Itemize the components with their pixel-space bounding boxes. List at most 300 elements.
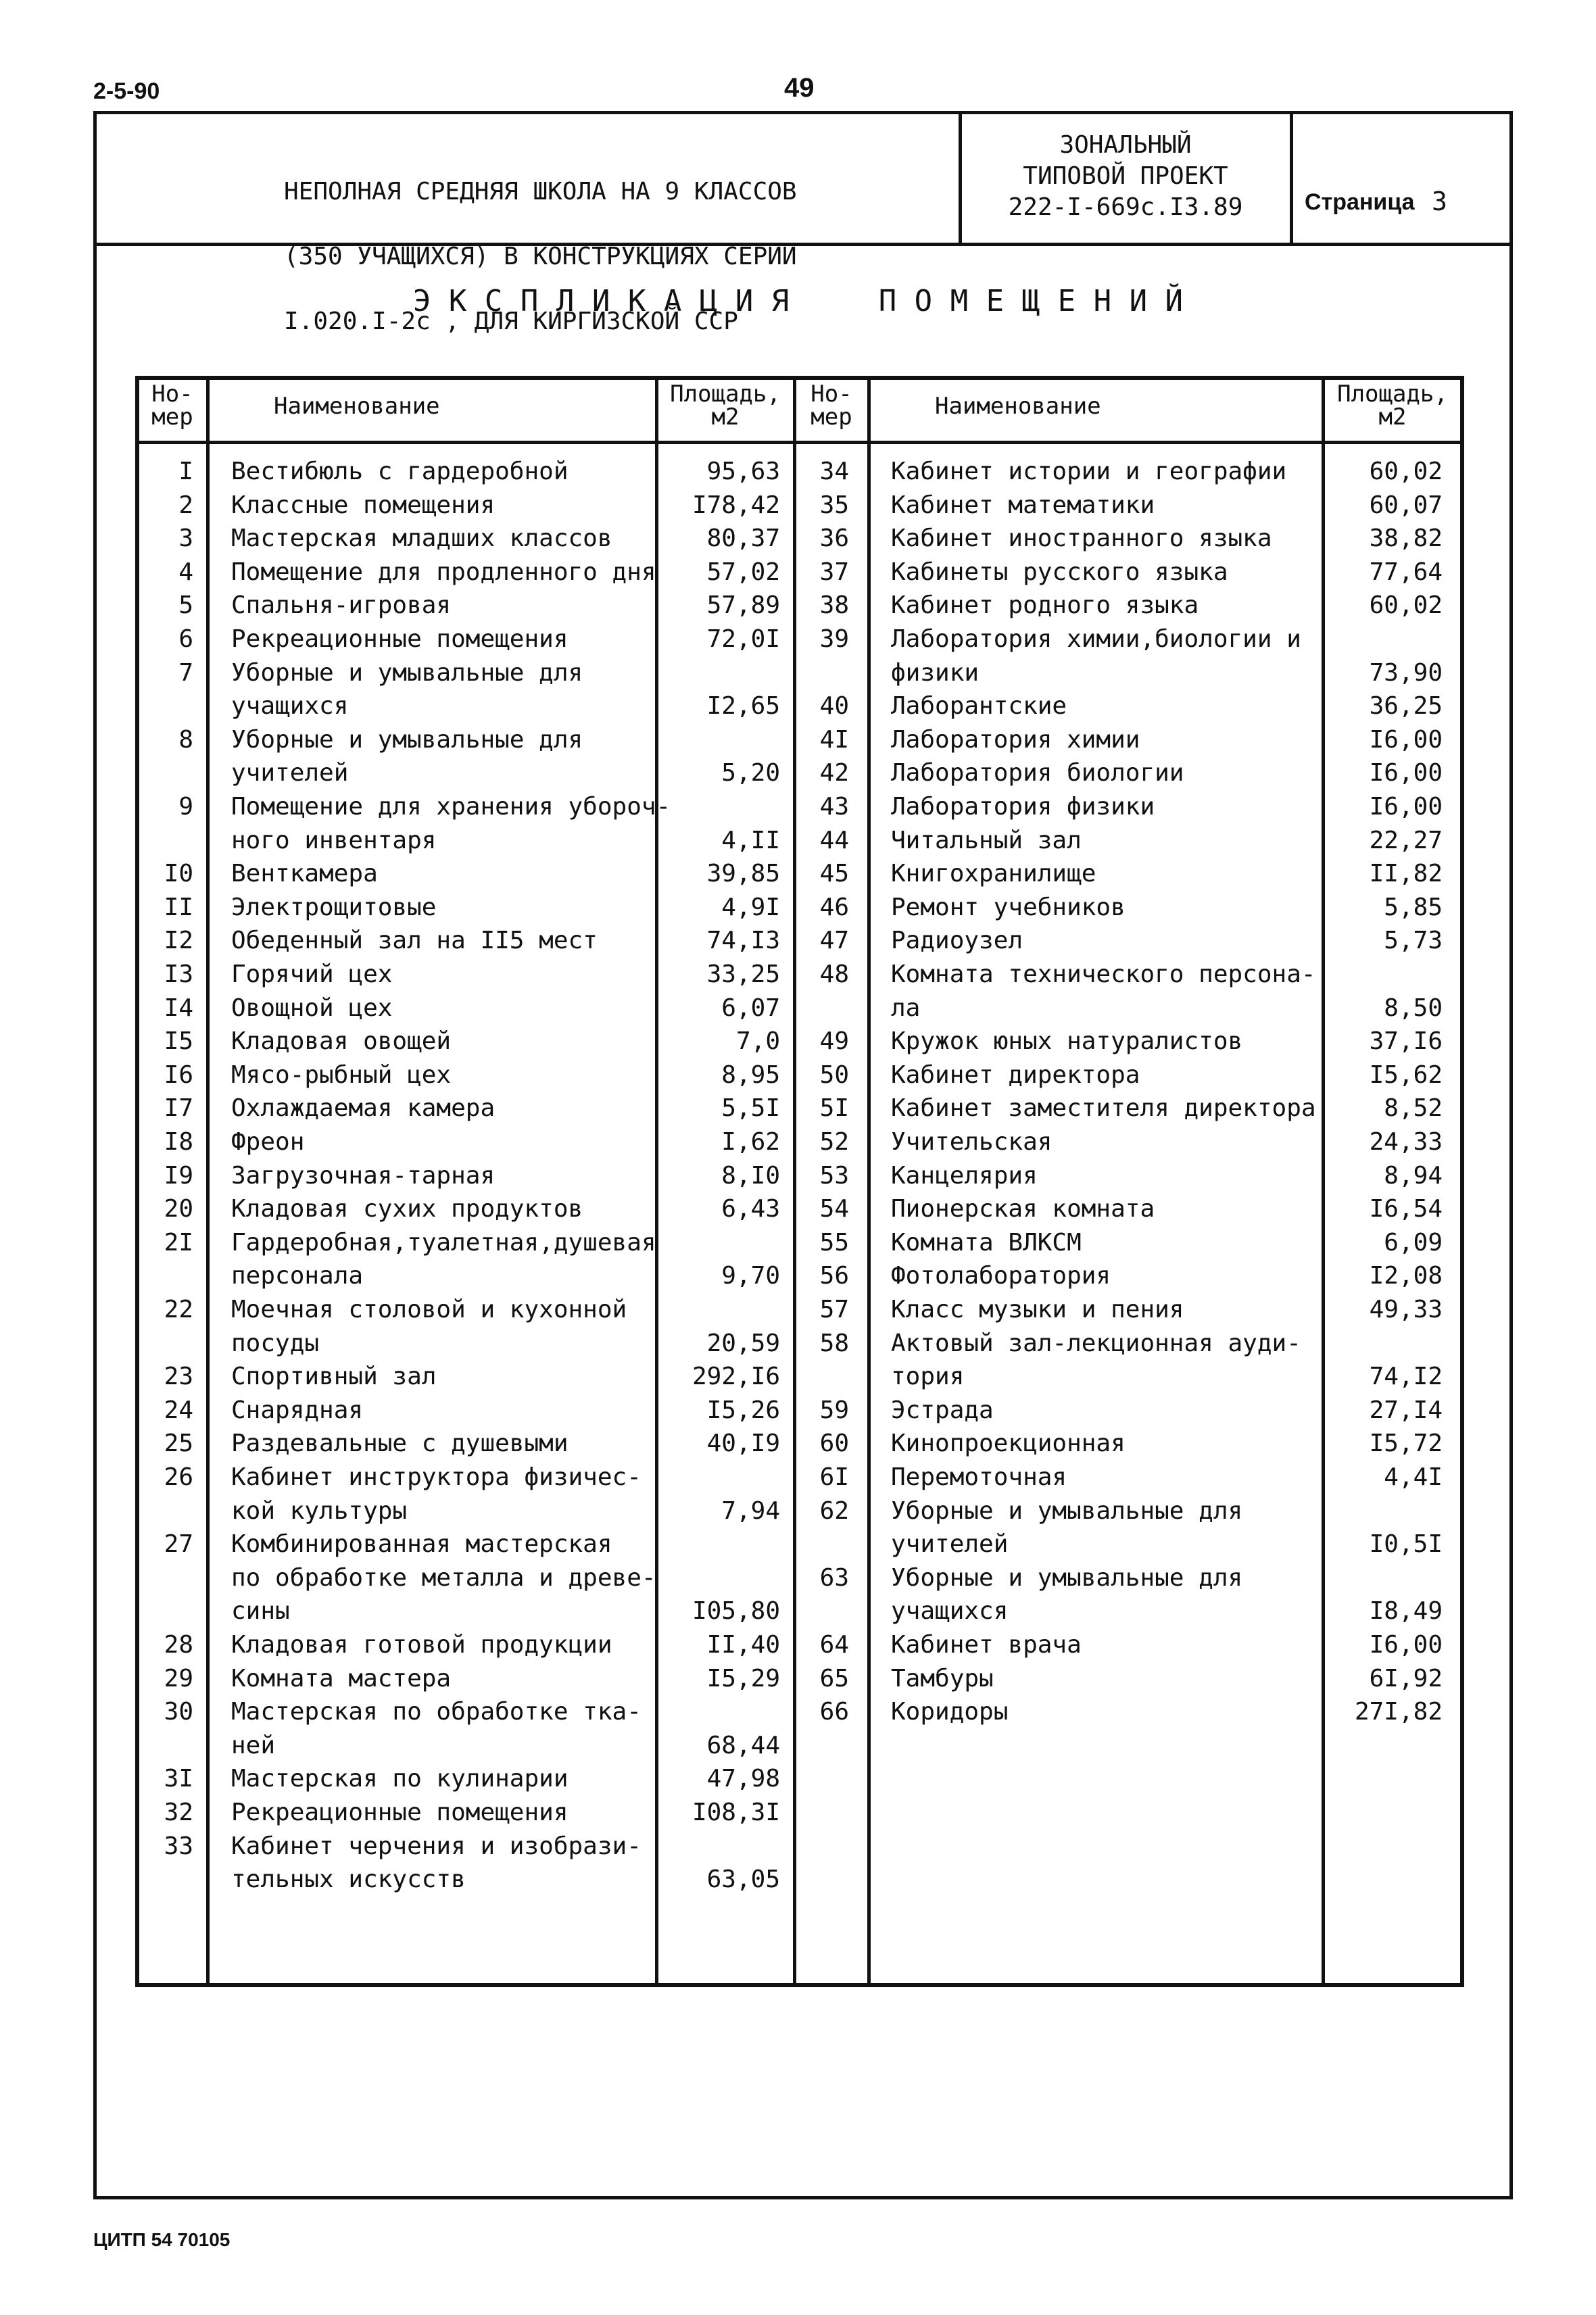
- room-area: I8,49: [1369, 1597, 1443, 1626]
- table-row: [139, 1494, 788, 1528]
- column-header-area: Площадь, м2: [1337, 381, 1448, 431]
- project-title-line: НЕПОЛНАЯ СРЕДНЯЯ ШКОЛА НА 9 КЛАССОВ: [284, 178, 797, 205]
- room-name: физики: [891, 658, 980, 687]
- room-name: Коридоры: [891, 1698, 1009, 1726]
- room-name: Загрузочная-тарная: [231, 1161, 495, 1190]
- table-row: [796, 958, 1460, 992]
- sheet-code: 2-5-90: [93, 78, 160, 104]
- table-row: [139, 1762, 788, 1796]
- title-block-divider: [1290, 111, 1293, 246]
- table-row: [796, 589, 1460, 623]
- room-name: Уборные и умывальные для: [231, 725, 583, 754]
- room-number: 8: [178, 725, 193, 754]
- room-number: 45: [819, 860, 849, 888]
- table-row: [139, 455, 788, 489]
- room-name: учителей: [231, 759, 349, 787]
- room-number: 9: [178, 793, 193, 821]
- table-row: [139, 1293, 788, 1327]
- room-number: 37: [819, 558, 849, 586]
- room-area: 8,95: [721, 1061, 780, 1089]
- table-row: [796, 455, 1460, 489]
- room-number: 20: [164, 1195, 193, 1223]
- room-number: 42: [819, 759, 849, 787]
- table-row: [139, 1394, 788, 1428]
- table-row: [139, 1226, 788, 1260]
- room-name: Актовый зал-лекционная ауди-: [891, 1329, 1301, 1357]
- room-area: 68,44: [706, 1731, 780, 1759]
- room-name: Комната ВЛКСМ: [891, 1228, 1082, 1257]
- room-number: II: [164, 893, 193, 921]
- table-row: [139, 1360, 788, 1394]
- room-area: 7,94: [721, 1496, 780, 1525]
- room-name: Комната мастера: [231, 1664, 452, 1692]
- room-area: 7,0: [735, 1027, 780, 1056]
- room-name: Кинопроекционная: [891, 1430, 1126, 1458]
- room-area: 20,59: [706, 1329, 780, 1357]
- table-row: [796, 756, 1460, 790]
- room-number: 64: [819, 1631, 849, 1659]
- room-area: 22,27: [1369, 826, 1443, 854]
- room-area: I05,80: [692, 1597, 780, 1626]
- table-row: [139, 1796, 788, 1830]
- room-area: 72,0I: [706, 625, 780, 653]
- room-area: 36,25: [1369, 692, 1443, 721]
- room-area: I6,00: [1369, 1631, 1443, 1659]
- room-area: 74,I3: [706, 927, 780, 955]
- room-number: 26: [164, 1463, 193, 1491]
- room-name: Канцелярия: [891, 1161, 1038, 1190]
- room-name: Электрощитовые: [231, 893, 437, 921]
- room-name: кой культуры: [231, 1496, 408, 1525]
- room-name: Кабинет инструктора физичес-: [231, 1463, 642, 1491]
- table-row: [796, 1695, 1460, 1729]
- table-row: [139, 556, 788, 589]
- room-name: учащихся: [891, 1597, 1009, 1626]
- room-area: 60,07: [1369, 491, 1443, 519]
- room-number: 63: [819, 1563, 849, 1592]
- table-row: [796, 689, 1460, 723]
- room-area: I6,00: [1369, 725, 1443, 754]
- table-row: [796, 1628, 1460, 1662]
- room-name: Кабинет директора: [891, 1061, 1140, 1089]
- room-area: 8,I0: [721, 1161, 780, 1190]
- room-name: Пионерская комната: [891, 1195, 1155, 1223]
- room-number: 2I: [164, 1228, 193, 1257]
- room-number: 4: [178, 558, 193, 586]
- title-block-divider: [959, 111, 962, 246]
- room-number: 25: [164, 1430, 193, 1458]
- table-row: [796, 1259, 1460, 1293]
- room-area: I6,00: [1369, 793, 1443, 821]
- room-name: Спальня-игровая: [231, 591, 452, 620]
- room-name: тельных искусств: [231, 1866, 466, 1894]
- room-area: 60,02: [1369, 591, 1443, 620]
- table-row: [796, 992, 1460, 1025]
- table-row: [796, 1192, 1460, 1226]
- room-area: 8,94: [1384, 1161, 1443, 1190]
- room-name: Кладовая сухих продуктов: [231, 1195, 583, 1223]
- room-number: 66: [819, 1698, 849, 1726]
- table-header-divider: [135, 441, 1464, 444]
- room-area: 39,85: [706, 860, 780, 888]
- table-row: [796, 1394, 1460, 1428]
- room-name: Горячий цех: [231, 960, 393, 988]
- table-row: [796, 1494, 1460, 1528]
- project-type: ЗОНАЛЬНЫЙ: [1059, 131, 1192, 159]
- table-row: [139, 1695, 788, 1729]
- room-name: Тамбуры: [891, 1664, 994, 1692]
- room-number: 32: [164, 1799, 193, 1826]
- room-name: Уборные и умывальные для: [231, 658, 583, 687]
- room-name: ла: [891, 994, 921, 1022]
- room-area: 74,I2: [1369, 1363, 1443, 1391]
- room-number: I4: [164, 994, 193, 1022]
- room-name: Уборные и умывальные для: [891, 1563, 1243, 1592]
- column-header-name: Наименование: [935, 393, 1101, 420]
- table-row: [139, 589, 788, 623]
- room-number: 36: [819, 525, 849, 553]
- room-name: Классные помещения: [231, 491, 495, 519]
- room-area: I6,54: [1369, 1195, 1443, 1223]
- room-name: Кладовая готовой продукции: [231, 1631, 612, 1659]
- footer-code: ЦИТП 54 70105: [93, 2229, 231, 2250]
- table-row: [139, 656, 788, 690]
- room-number: 6I: [819, 1463, 849, 1491]
- room-number: 54: [819, 1195, 849, 1223]
- room-number: 57: [819, 1296, 849, 1323]
- room-name: Лаборатория биологии: [891, 759, 1184, 787]
- table-row: [139, 1025, 788, 1058]
- room-area: I6,00: [1369, 759, 1443, 787]
- room-number: 7: [178, 658, 193, 687]
- page-value: 3: [1432, 187, 1447, 216]
- room-name: Кабинет заместителя директора: [891, 1094, 1316, 1123]
- table-row: [139, 1662, 788, 1696]
- room-area: I2,08: [1369, 1262, 1443, 1290]
- room-name: Моечная столовой и кухонной: [231, 1296, 627, 1323]
- table-row: [796, 857, 1460, 891]
- room-area: 63,05: [706, 1866, 780, 1894]
- room-area: II,82: [1369, 860, 1443, 888]
- room-number: 60: [819, 1430, 849, 1458]
- room-name: Кабинет врача: [891, 1631, 1082, 1659]
- room-name: Ремонт учебников: [891, 893, 1126, 921]
- table-row: [139, 958, 788, 992]
- room-name: Овощной цех: [231, 994, 393, 1022]
- table-row: [796, 656, 1460, 690]
- room-number: 52: [819, 1128, 849, 1156]
- room-name: Лаборантские: [891, 692, 1067, 721]
- room-name: Книгохранилище: [891, 860, 1096, 888]
- room-name: Мясо-рыбный цех: [231, 1061, 452, 1089]
- room-area: 5,73: [1384, 927, 1443, 955]
- room-area: 27,I4: [1369, 1396, 1443, 1424]
- column-header-area: Площадь, м2: [670, 381, 781, 431]
- project-title-line: (350 УЧАЩИХСЯ) В КОНСТРУКЦИЯХ СЕРИИ: [284, 243, 797, 270]
- table-row: [139, 1561, 788, 1595]
- room-name: Класс музыки и пения: [891, 1296, 1184, 1323]
- room-name: Обеденный зал на II5 мест: [231, 927, 598, 955]
- column-header-number: Но- мер: [811, 381, 852, 431]
- room-area: I0,5I: [1369, 1530, 1443, 1559]
- room-number: 56: [819, 1262, 849, 1290]
- table-row: [139, 489, 788, 522]
- room-name: Фотолаборатория: [891, 1262, 1111, 1290]
- table-row: [139, 623, 788, 656]
- table-row: [139, 1092, 788, 1125]
- room-area: 4,4I: [1384, 1463, 1443, 1491]
- room-name: Перемоточная: [891, 1463, 1067, 1491]
- table-row: [796, 1159, 1460, 1193]
- room-area: 5,20: [721, 759, 780, 787]
- room-number: 29: [164, 1664, 193, 1692]
- room-number: 30: [164, 1698, 193, 1726]
- room-area: 8,52: [1384, 1094, 1443, 1123]
- room-name: Кладовая овощей: [231, 1027, 452, 1056]
- room-number: 43: [819, 793, 849, 821]
- room-number: I3: [164, 960, 193, 988]
- room-name: Читальный зал: [891, 826, 1082, 854]
- room-area: 292,I6: [692, 1363, 780, 1391]
- room-name: Гардеробная,туалетная,душевая: [231, 1228, 656, 1257]
- table-row: [796, 1528, 1460, 1561]
- table-row: [139, 723, 788, 757]
- table-row: [139, 1594, 788, 1628]
- column-header-name: Наименование: [274, 393, 440, 420]
- room-name: посуды: [231, 1329, 320, 1357]
- room-area: I5,72: [1369, 1430, 1443, 1458]
- room-name: тория: [891, 1363, 965, 1391]
- room-number: I5: [164, 1027, 193, 1056]
- table-row: [139, 689, 788, 723]
- table-row: [796, 1058, 1460, 1092]
- room-number: 50: [819, 1061, 849, 1089]
- room-area: 73,90: [1369, 658, 1443, 687]
- table-row: [796, 1360, 1460, 1394]
- room-number: 3: [178, 525, 193, 553]
- table-row: [796, 1025, 1460, 1058]
- room-name: Раздевальные с душевыми: [231, 1430, 569, 1458]
- table-row: [139, 1327, 788, 1361]
- table-row: [139, 1427, 788, 1461]
- sheet-number: 49: [784, 73, 815, 103]
- room-area: 57,89: [706, 591, 780, 620]
- room-area: I,62: [721, 1128, 780, 1156]
- room-number: 22: [164, 1296, 193, 1323]
- table-row: [796, 1125, 1460, 1159]
- table-row: [796, 522, 1460, 556]
- room-number: 28: [164, 1631, 193, 1659]
- room-area: I2,65: [706, 692, 780, 721]
- table-row: [796, 1327, 1460, 1361]
- room-area: 8,50: [1384, 994, 1443, 1022]
- column-header-number: Но- мер: [151, 381, 193, 431]
- room-area: 27I,82: [1354, 1698, 1443, 1726]
- room-area: 24,33: [1369, 1128, 1443, 1156]
- room-number: I9: [164, 1161, 193, 1190]
- room-number: 40: [819, 692, 849, 721]
- room-name: Мастерская по кулинарии: [231, 1765, 569, 1793]
- room-number: 34: [819, 458, 849, 485]
- room-area: 77,64: [1369, 558, 1443, 586]
- table-row: [796, 1226, 1460, 1260]
- room-name: Комбинированная мастерская: [231, 1530, 612, 1559]
- room-name: Учительская: [891, 1128, 1053, 1156]
- room-name: Фреон: [231, 1128, 305, 1156]
- room-number: 46: [819, 893, 849, 921]
- room-name: Кабинет истории и географии: [891, 458, 1287, 485]
- room-area: 4,II: [721, 826, 780, 854]
- table-row: [139, 992, 788, 1025]
- table-row: [139, 824, 788, 858]
- room-name: Кабинет родного языка: [891, 591, 1199, 620]
- room-number: 27: [164, 1530, 193, 1559]
- room-name: Кружок юных натуралистов: [891, 1027, 1243, 1056]
- table-row: [796, 1293, 1460, 1327]
- room-name: Венткамера: [231, 860, 378, 888]
- room-area: 6,09: [1384, 1228, 1443, 1257]
- room-name: Помещение для хранения убороч-: [231, 793, 671, 821]
- room-area: 6,07: [721, 994, 780, 1022]
- table-row: [139, 1461, 788, 1494]
- room-area: I5,29: [706, 1664, 780, 1692]
- room-area: 5,5I: [721, 1094, 780, 1123]
- room-number: 49: [819, 1027, 849, 1056]
- room-name: Рекреационные помещения: [231, 1799, 569, 1826]
- room-name: Кабинет математики: [891, 491, 1155, 519]
- room-number: 5I: [819, 1094, 849, 1123]
- room-number: 53: [819, 1161, 849, 1190]
- room-area: I5,62: [1369, 1061, 1443, 1089]
- room-name: Радиоузел: [891, 927, 1023, 955]
- room-name: ного инвентаря: [231, 826, 437, 854]
- room-name: учащихся: [231, 692, 349, 721]
- table-row: [796, 891, 1460, 925]
- room-number: 33: [164, 1832, 193, 1860]
- room-number: 58: [819, 1329, 849, 1357]
- room-name: Эстрада: [891, 1396, 994, 1424]
- room-name: по обработке металла и древе-: [231, 1563, 656, 1592]
- table-row: [796, 1594, 1460, 1628]
- room-number: 38: [819, 591, 849, 620]
- room-name: Помещение для продленного дня: [231, 558, 656, 586]
- room-number: 59: [819, 1396, 849, 1424]
- table-row: [796, 556, 1460, 589]
- room-number: I8: [164, 1128, 193, 1156]
- table-row: [139, 1259, 788, 1293]
- table-row: [139, 1863, 788, 1897]
- room-name: Охлаждаемая камера: [231, 1094, 495, 1123]
- room-name: персонала: [231, 1262, 364, 1290]
- room-name: Мастерская по обработке тка-: [231, 1698, 642, 1726]
- room-number: 44: [819, 826, 849, 854]
- room-name: Лаборатория химии,биологии и: [891, 625, 1301, 653]
- table-row: [139, 891, 788, 925]
- room-name: Лаборатория физики: [891, 793, 1155, 821]
- table-row: [139, 522, 788, 556]
- room-number: 62: [819, 1496, 849, 1525]
- room-area: I08,3I: [692, 1799, 780, 1826]
- room-area: 95,63: [706, 458, 780, 485]
- table-row: [796, 623, 1460, 656]
- table-row: [139, 1058, 788, 1092]
- table-row: [796, 1427, 1460, 1461]
- room-number: 48: [819, 960, 849, 988]
- room-number: 35: [819, 491, 849, 519]
- room-name: Лаборатория химии: [891, 725, 1140, 754]
- room-name: Уборные и умывальные для: [891, 1496, 1243, 1525]
- project-code-block: [967, 130, 1284, 223]
- page-label: Страница: [1305, 189, 1415, 215]
- room-area: 5,85: [1384, 893, 1443, 921]
- table-row: [796, 1662, 1460, 1696]
- table-row: [796, 1092, 1460, 1125]
- room-area: I5,26: [706, 1396, 780, 1424]
- room-number: I6: [164, 1061, 193, 1089]
- project-code: 222-I-669с.I3.89: [1008, 193, 1243, 221]
- table-row: [796, 723, 1460, 757]
- room-number: 2: [178, 491, 193, 519]
- room-name: Спортивный зал: [231, 1363, 437, 1391]
- room-area: 47,98: [706, 1765, 780, 1793]
- room-name: Кабинет черчения и изобрази-: [231, 1832, 642, 1860]
- room-number: I: [178, 458, 193, 485]
- table-row: [139, 1192, 788, 1226]
- table-row: [139, 1830, 788, 1863]
- table-row: [139, 924, 788, 958]
- room-area: I78,42: [692, 491, 780, 519]
- room-number: I0: [164, 860, 193, 888]
- room-area: 57,02: [706, 558, 780, 586]
- room-name: Мастерская младших классов: [231, 525, 612, 553]
- room-name: Комната технического персона-: [891, 960, 1316, 988]
- table-row: [139, 1628, 788, 1662]
- table-row: [139, 1528, 788, 1561]
- room-name: ней: [231, 1731, 276, 1759]
- room-area: 33,25: [706, 960, 780, 988]
- room-name: сины: [231, 1597, 290, 1626]
- room-area: II,40: [706, 1631, 780, 1659]
- room-area: 40,I9: [706, 1430, 780, 1458]
- table-row: [139, 756, 788, 790]
- room-name: Кабинет иностранного языка: [891, 525, 1272, 553]
- room-number: 23: [164, 1363, 193, 1391]
- room-name: Снарядная: [231, 1396, 364, 1424]
- room-area: 80,37: [706, 525, 780, 553]
- room-number: I2: [164, 927, 193, 955]
- table-row: [796, 790, 1460, 824]
- page-heading: Э К С П Л И К А Ц И Я П О М Е Щ Е Н И Й: [412, 284, 1184, 318]
- room-number: I7: [164, 1094, 193, 1123]
- room-number: 47: [819, 927, 849, 955]
- project-kind: ТИПОВОЙ ПРОЕКТ: [1023, 162, 1228, 190]
- table-row: [139, 1159, 788, 1193]
- room-area: 60,02: [1369, 458, 1443, 485]
- room-name: учителей: [891, 1530, 1009, 1559]
- room-area: 6I,92: [1369, 1664, 1443, 1692]
- project-title: [284, 138, 797, 354]
- room-number: 39: [819, 625, 849, 653]
- room-area: 37,I6: [1369, 1027, 1443, 1056]
- table-row: [796, 924, 1460, 958]
- room-number: 24: [164, 1396, 193, 1424]
- room-area: 6,43: [721, 1195, 780, 1223]
- room-name: Кабинеты русского языка: [891, 558, 1228, 586]
- table-row: [796, 1561, 1460, 1595]
- room-name: Вестибюль с гардеробной: [231, 458, 569, 485]
- room-number: 6: [178, 625, 193, 653]
- table-row: [139, 1729, 788, 1763]
